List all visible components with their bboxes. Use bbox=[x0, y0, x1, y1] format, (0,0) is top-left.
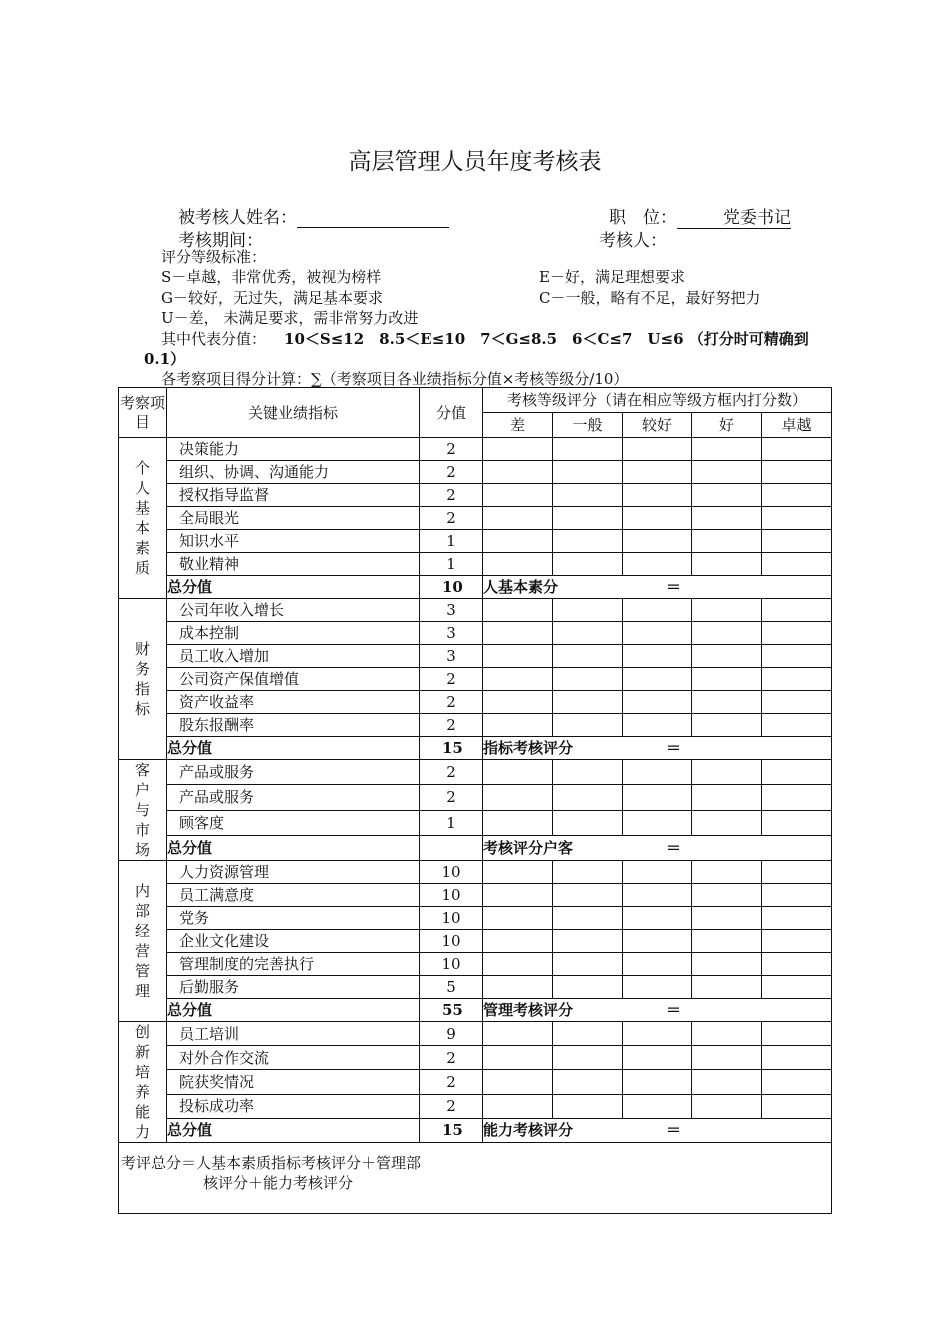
grade-input-excellent[interactable] bbox=[762, 1070, 832, 1094]
table-row bbox=[119, 785, 832, 810]
grade-input-excellent[interactable] bbox=[762, 507, 832, 530]
criteria-u: U－差， 未满足要求，需非常努力改进 bbox=[161, 309, 419, 327]
grade-input-poor[interactable] bbox=[483, 622, 553, 645]
grade-input-poor[interactable] bbox=[483, 599, 553, 622]
grade-input-fair[interactable] bbox=[553, 1070, 623, 1094]
grade-input-excellent[interactable] bbox=[762, 1022, 832, 1046]
score-cell: 2 bbox=[420, 507, 483, 530]
score-cell: 3 bbox=[420, 622, 483, 645]
name-field[interactable] bbox=[297, 209, 449, 228]
table-row bbox=[119, 484, 832, 507]
grade-input-poor[interactable] bbox=[483, 953, 553, 976]
position-label: 职 位： bbox=[609, 208, 677, 228]
grade-input-very-good[interactable] bbox=[692, 668, 762, 691]
indicator-cell: 全局眼光 bbox=[167, 507, 420, 530]
grade-input-good[interactable] bbox=[623, 553, 692, 576]
final-score-cell bbox=[119, 1143, 832, 1214]
grade-input-good[interactable] bbox=[623, 507, 692, 530]
score-cell: 2 bbox=[420, 484, 483, 507]
total-score: 10 bbox=[420, 576, 483, 599]
score-cell: 2 bbox=[420, 785, 483, 810]
indicator-cell: 授权指导监督 bbox=[167, 484, 420, 507]
grade-input-fair[interactable] bbox=[553, 907, 623, 930]
score-cell: 2 bbox=[420, 1094, 483, 1118]
indicator-cell: 投标成功率 bbox=[167, 1094, 420, 1118]
table-row bbox=[119, 507, 832, 530]
criteria-e: E－好，满足理想要求 bbox=[539, 268, 685, 286]
score-cell: 10 bbox=[420, 861, 483, 884]
table-row bbox=[119, 760, 832, 785]
section-total-row bbox=[119, 576, 832, 599]
grade-input-poor[interactable] bbox=[483, 714, 553, 737]
grade-input-fair[interactable] bbox=[553, 1022, 623, 1046]
grade-input-fair[interactable] bbox=[553, 530, 623, 553]
grade-input-fair[interactable] bbox=[553, 553, 623, 576]
indicator-cell: 资产收益率 bbox=[167, 691, 420, 714]
table-row bbox=[119, 1046, 832, 1070]
grade-input-poor[interactable] bbox=[483, 810, 553, 835]
grade-input-very-good[interactable] bbox=[692, 622, 762, 645]
score-cell: 1 bbox=[420, 810, 483, 835]
grade-input-fair[interactable] bbox=[553, 810, 623, 835]
total-score: 15 bbox=[420, 1118, 483, 1142]
criteria-s: S－卓越，非常优秀，被视为榜样 bbox=[161, 268, 382, 286]
grade-input-poor[interactable] bbox=[483, 507, 553, 530]
table-row bbox=[119, 930, 832, 953]
grade-input-very-good[interactable] bbox=[692, 1022, 762, 1046]
grade-input-good[interactable] bbox=[623, 861, 692, 884]
indicator-cell: 党务 bbox=[167, 907, 420, 930]
grade-input-excellent[interactable] bbox=[762, 530, 832, 553]
grade-input-very-good[interactable] bbox=[692, 976, 762, 999]
indicator-cell: 股东报酬率 bbox=[167, 714, 420, 737]
final-line-1: 考评总分＝人基本素质指标考核评分＋管理部 bbox=[121, 1154, 422, 1172]
score-cell: 1 bbox=[420, 553, 483, 576]
grade-input-poor[interactable] bbox=[483, 1070, 553, 1094]
score-cell: 10 bbox=[420, 953, 483, 976]
grade-input-good[interactable] bbox=[623, 1070, 692, 1094]
score-row bbox=[161, 328, 809, 349]
grade-input-poor[interactable] bbox=[483, 438, 553, 461]
section-result-cell bbox=[483, 737, 832, 760]
score-cell: 2 bbox=[420, 1046, 483, 1070]
section-name: 内部经营管理 bbox=[134, 882, 150, 1000]
final-line-2: 核评分＋能力考核评分 bbox=[203, 1174, 354, 1192]
grade-input-poor[interactable] bbox=[483, 760, 553, 785]
grade-input-excellent[interactable] bbox=[762, 785, 832, 810]
indicator-cell: 院获奖情况 bbox=[167, 1070, 420, 1094]
name-label: 被考核人姓名： bbox=[178, 208, 297, 228]
grade-input-excellent[interactable] bbox=[762, 1046, 832, 1070]
grade-input-excellent[interactable] bbox=[762, 907, 832, 930]
grade-input-excellent[interactable] bbox=[762, 760, 832, 785]
grade-input-poor[interactable] bbox=[483, 484, 553, 507]
section-result-label: 考核评分户客 bbox=[483, 838, 574, 857]
grade-input-good[interactable] bbox=[623, 785, 692, 810]
period-label: 考核期间： bbox=[178, 231, 263, 251]
grade-input-very-good[interactable] bbox=[692, 484, 762, 507]
grade-input-very-good[interactable] bbox=[692, 507, 762, 530]
grade-input-poor[interactable] bbox=[483, 907, 553, 930]
grade-input-excellent[interactable] bbox=[762, 553, 832, 576]
grade-input-good[interactable] bbox=[623, 953, 692, 976]
section-total-row bbox=[119, 999, 832, 1022]
indicator-cell: 对外合作交流 bbox=[167, 1046, 420, 1070]
score-cell: 1 bbox=[420, 530, 483, 553]
indicator-cell: 成本控制 bbox=[167, 622, 420, 645]
grade-input-poor[interactable] bbox=[483, 785, 553, 810]
section-result-label: 指标考核评分 bbox=[483, 739, 574, 757]
indicator-cell: 员工培训 bbox=[167, 1022, 420, 1046]
grade-input-very-good[interactable] bbox=[692, 810, 762, 835]
grade-input-poor[interactable] bbox=[483, 530, 553, 553]
grade-input-very-good[interactable] bbox=[692, 953, 762, 976]
score-cell: 2 bbox=[420, 1070, 483, 1094]
assessment-table bbox=[118, 387, 832, 1214]
total-label: 总分值 bbox=[167, 1118, 420, 1142]
indicator-cell: 决策能力 bbox=[167, 438, 420, 461]
score-cell: 10 bbox=[420, 884, 483, 907]
grade-input-fair[interactable] bbox=[553, 461, 623, 484]
table-row bbox=[119, 645, 832, 668]
total-score: 55 bbox=[420, 999, 483, 1022]
col-grade-header: 考核等级评分（请在相应等级方框内打分数） bbox=[483, 388, 832, 413]
grade-input-very-good[interactable] bbox=[692, 645, 762, 668]
indicator-cell: 管理制度的完善执行 bbox=[167, 953, 420, 976]
grade-input-poor[interactable] bbox=[483, 461, 553, 484]
section-result-eq: ＝ bbox=[665, 1001, 681, 1019]
grade-input-good[interactable] bbox=[623, 976, 692, 999]
table-row bbox=[119, 861, 832, 884]
grade-input-very-good[interactable] bbox=[692, 461, 762, 484]
grade-input-poor[interactable] bbox=[483, 668, 553, 691]
grade-input-excellent[interactable] bbox=[762, 930, 832, 953]
grade-input-fair[interactable] bbox=[553, 930, 623, 953]
grade-input-fair[interactable] bbox=[553, 861, 623, 884]
grade-input-good[interactable] bbox=[623, 622, 692, 645]
score-cell: 9 bbox=[420, 1022, 483, 1046]
criteria-heading: 评分等级标准： bbox=[161, 248, 267, 266]
grade-input-fair[interactable] bbox=[553, 953, 623, 976]
score-cell: 3 bbox=[420, 599, 483, 622]
grade-input-poor[interactable] bbox=[483, 691, 553, 714]
grade-input-excellent[interactable] bbox=[762, 438, 832, 461]
grade-input-excellent[interactable] bbox=[762, 622, 832, 645]
score-ranges-cont: 0.1） bbox=[144, 350, 186, 368]
grade-input-very-good[interactable] bbox=[692, 438, 762, 461]
col-indicator-header: 关键业绩指标 bbox=[167, 388, 420, 438]
grade-input-very-good[interactable] bbox=[692, 861, 762, 884]
grade-input-very-good[interactable] bbox=[692, 1094, 762, 1118]
grade-input-good[interactable] bbox=[623, 691, 692, 714]
section-name: 财务指标 bbox=[134, 640, 150, 718]
grade-input-excellent[interactable] bbox=[762, 645, 832, 668]
grade-input-fair[interactable] bbox=[553, 622, 623, 645]
indicator-cell: 敬业精神 bbox=[167, 553, 420, 576]
grade-input-fair[interactable] bbox=[553, 714, 623, 737]
grade-input-good[interactable] bbox=[623, 484, 692, 507]
score-cell: 5 bbox=[420, 976, 483, 999]
grade-input-fair[interactable] bbox=[553, 484, 623, 507]
indicator-cell: 员工满意度 bbox=[167, 884, 420, 907]
table-row bbox=[119, 953, 832, 976]
grade-input-poor[interactable] bbox=[483, 930, 553, 953]
grade-input-excellent[interactable] bbox=[762, 599, 832, 622]
grade-input-fair[interactable] bbox=[553, 1094, 623, 1118]
grade-header-good: 较好 bbox=[623, 413, 692, 438]
reviewer-label: 考核人： bbox=[599, 231, 667, 251]
total-label: 总分值 bbox=[167, 999, 420, 1022]
grade-input-good[interactable] bbox=[623, 714, 692, 737]
section-total-row bbox=[119, 737, 832, 760]
section-name: 个人基本素质 bbox=[134, 459, 150, 577]
grade-input-excellent[interactable] bbox=[762, 461, 832, 484]
grade-input-very-good[interactable] bbox=[692, 599, 762, 622]
indicator-cell: 人力资源管理 bbox=[167, 861, 420, 884]
grade-input-very-good[interactable] bbox=[692, 760, 762, 785]
grade-input-very-good[interactable] bbox=[692, 714, 762, 737]
table-row bbox=[119, 884, 832, 907]
grade-input-good[interactable] bbox=[623, 884, 692, 907]
col-score-header: 分值 bbox=[420, 388, 483, 438]
section-name-cell bbox=[119, 438, 167, 599]
table-row bbox=[119, 599, 832, 622]
table-row bbox=[119, 714, 832, 737]
grade-input-good[interactable] bbox=[623, 1022, 692, 1046]
grade-input-good[interactable] bbox=[623, 530, 692, 553]
name-row bbox=[178, 203, 449, 228]
grade-input-excellent[interactable] bbox=[762, 810, 832, 835]
grade-input-very-good[interactable] bbox=[692, 530, 762, 553]
grade-input-fair[interactable] bbox=[553, 507, 623, 530]
section-result-cell bbox=[483, 835, 832, 860]
section-result-eq: ＝ bbox=[665, 578, 681, 596]
section-name-cell bbox=[119, 599, 167, 760]
grade-header-very-good: 好 bbox=[692, 413, 762, 438]
score-cell: 2 bbox=[420, 714, 483, 737]
col-item-header: 考察项目 bbox=[119, 388, 167, 438]
section-name-cell bbox=[119, 1022, 167, 1143]
grade-input-good[interactable] bbox=[623, 907, 692, 930]
grade-input-very-good[interactable] bbox=[692, 930, 762, 953]
grade-input-poor[interactable] bbox=[483, 1022, 553, 1046]
score-cell: 2 bbox=[420, 461, 483, 484]
formula: 各考察项目得分计算：∑（考察项目各业绩指标分值×考核等级分/10） bbox=[161, 370, 629, 388]
grade-input-good[interactable] bbox=[623, 930, 692, 953]
score-cell: 3 bbox=[420, 645, 483, 668]
indicator-cell: 公司资产保值增值 bbox=[167, 668, 420, 691]
final-row bbox=[119, 1143, 832, 1214]
grade-input-good[interactable] bbox=[623, 810, 692, 835]
total-label: 总分值 bbox=[167, 737, 420, 760]
grade-input-excellent[interactable] bbox=[762, 1094, 832, 1118]
grade-input-excellent[interactable] bbox=[762, 484, 832, 507]
grade-input-excellent[interactable] bbox=[762, 976, 832, 999]
section-result-cell bbox=[483, 999, 832, 1022]
score-label: 其中代表分值： bbox=[161, 330, 267, 348]
position-field[interactable]: 党委书记 bbox=[677, 203, 791, 229]
grade-input-fair[interactable] bbox=[553, 438, 623, 461]
section-name-cell bbox=[119, 861, 167, 1022]
table-row bbox=[119, 1022, 832, 1046]
table-row bbox=[119, 907, 832, 930]
table-row bbox=[119, 438, 832, 461]
indicator-cell: 知识水平 bbox=[167, 530, 420, 553]
section-name: 客户与市场 bbox=[134, 761, 150, 859]
grade-input-very-good[interactable] bbox=[692, 884, 762, 907]
score-cell: 2 bbox=[420, 760, 483, 785]
grade-input-very-good[interactable] bbox=[692, 1046, 762, 1070]
table-row bbox=[119, 553, 832, 576]
indicator-cell: 企业文化建设 bbox=[167, 930, 420, 953]
grade-input-poor[interactable] bbox=[483, 861, 553, 884]
grade-input-poor[interactable] bbox=[483, 976, 553, 999]
total-label: 总分值 bbox=[167, 835, 420, 860]
indicator-cell: 产品或服务 bbox=[167, 785, 420, 810]
indicator-cell: 产品或服务 bbox=[167, 760, 420, 785]
section-name: 创新培养能力 bbox=[134, 1023, 150, 1141]
indicator-cell: 顾客度 bbox=[167, 810, 420, 835]
grade-input-excellent[interactable] bbox=[762, 691, 832, 714]
total-label: 总分值 bbox=[167, 576, 420, 599]
grade-input-fair[interactable] bbox=[553, 976, 623, 999]
grade-input-good[interactable] bbox=[623, 599, 692, 622]
grade-input-poor[interactable] bbox=[483, 553, 553, 576]
grade-input-fair[interactable] bbox=[553, 1046, 623, 1070]
indicator-cell: 员工收入增加 bbox=[167, 645, 420, 668]
grade-input-good[interactable] bbox=[623, 1046, 692, 1070]
section-result-eq: ＝ bbox=[665, 838, 681, 857]
grade-input-very-good[interactable] bbox=[692, 1070, 762, 1094]
grade-input-fair[interactable] bbox=[553, 691, 623, 714]
grade-header-poor: 差 bbox=[483, 413, 553, 438]
grade-input-very-good[interactable] bbox=[692, 691, 762, 714]
grade-input-poor[interactable] bbox=[483, 1094, 553, 1118]
grade-input-excellent[interactable] bbox=[762, 668, 832, 691]
grade-input-fair[interactable] bbox=[553, 884, 623, 907]
criteria-c: C－一般，略有不足，最好努把力 bbox=[539, 289, 761, 307]
grade-input-excellent[interactable] bbox=[762, 861, 832, 884]
score-cell: 2 bbox=[420, 438, 483, 461]
indicator-cell: 组织、协调、沟通能力 bbox=[167, 461, 420, 484]
indicator-cell: 后勤服务 bbox=[167, 976, 420, 999]
grade-input-excellent[interactable] bbox=[762, 714, 832, 737]
grade-input-fair[interactable] bbox=[553, 668, 623, 691]
section-result-label: 人基本素分 bbox=[483, 578, 559, 596]
grade-input-good[interactable] bbox=[623, 1094, 692, 1118]
grade-input-fair[interactable] bbox=[553, 645, 623, 668]
section-total-row bbox=[119, 1118, 832, 1142]
score-cell: 10 bbox=[420, 907, 483, 930]
section-result-label: 管理考核评分 bbox=[483, 1001, 574, 1019]
section-result-eq: ＝ bbox=[665, 739, 681, 757]
section-result-cell bbox=[483, 1118, 832, 1142]
grade-input-good[interactable] bbox=[623, 461, 692, 484]
total-score: 15 bbox=[420, 737, 483, 760]
table-row bbox=[119, 622, 832, 645]
grade-header-excellent: 卓越 bbox=[762, 413, 832, 438]
grade-input-poor[interactable] bbox=[483, 645, 553, 668]
section-result-cell bbox=[483, 576, 832, 599]
grade-input-poor[interactable] bbox=[483, 1046, 553, 1070]
score-cell: 2 bbox=[420, 668, 483, 691]
table-row bbox=[119, 810, 832, 835]
score-ranges: 10＜S≤12 8.5＜E≤10 7＜G≤8.5 6＜C≤7 U≤6 （打分时可精确到 bbox=[284, 330, 809, 348]
table-row bbox=[119, 1094, 832, 1118]
grade-input-excellent[interactable] bbox=[762, 953, 832, 976]
grade-input-excellent[interactable] bbox=[762, 884, 832, 907]
grade-input-good[interactable] bbox=[623, 645, 692, 668]
table-row bbox=[119, 691, 832, 714]
grade-input-fair[interactable] bbox=[553, 599, 623, 622]
section-result-eq: ＝ bbox=[665, 1121, 681, 1140]
grade-header-fair: 一般 bbox=[553, 413, 623, 438]
score-cell: 2 bbox=[420, 691, 483, 714]
section-name-cell bbox=[119, 760, 167, 861]
indicator-cell: 公司年收入增长 bbox=[167, 599, 420, 622]
grade-input-good[interactable] bbox=[623, 760, 692, 785]
grade-input-poor[interactable] bbox=[483, 884, 553, 907]
grade-input-fair[interactable] bbox=[553, 785, 623, 810]
table-row bbox=[119, 461, 832, 484]
table-row bbox=[119, 976, 832, 999]
grade-input-fair[interactable] bbox=[553, 760, 623, 785]
table-row bbox=[119, 530, 832, 553]
grade-input-very-good[interactable] bbox=[692, 553, 762, 576]
section-result-label: 能力考核评分 bbox=[483, 1121, 574, 1140]
grade-input-very-good[interactable] bbox=[692, 785, 762, 810]
grade-input-good[interactable] bbox=[623, 668, 692, 691]
section-total-row bbox=[119, 835, 832, 860]
total-score bbox=[420, 835, 483, 860]
criteria-g: G－较好，无过失，满足基本要求 bbox=[161, 289, 383, 307]
table-row bbox=[119, 1070, 832, 1094]
score-cell: 10 bbox=[420, 930, 483, 953]
table-row bbox=[119, 668, 832, 691]
grade-input-good[interactable] bbox=[623, 438, 692, 461]
header-row-1 bbox=[119, 388, 832, 413]
page-title: 高层管理人员年度考核表 bbox=[348, 149, 602, 175]
grade-input-very-good[interactable] bbox=[692, 907, 762, 930]
